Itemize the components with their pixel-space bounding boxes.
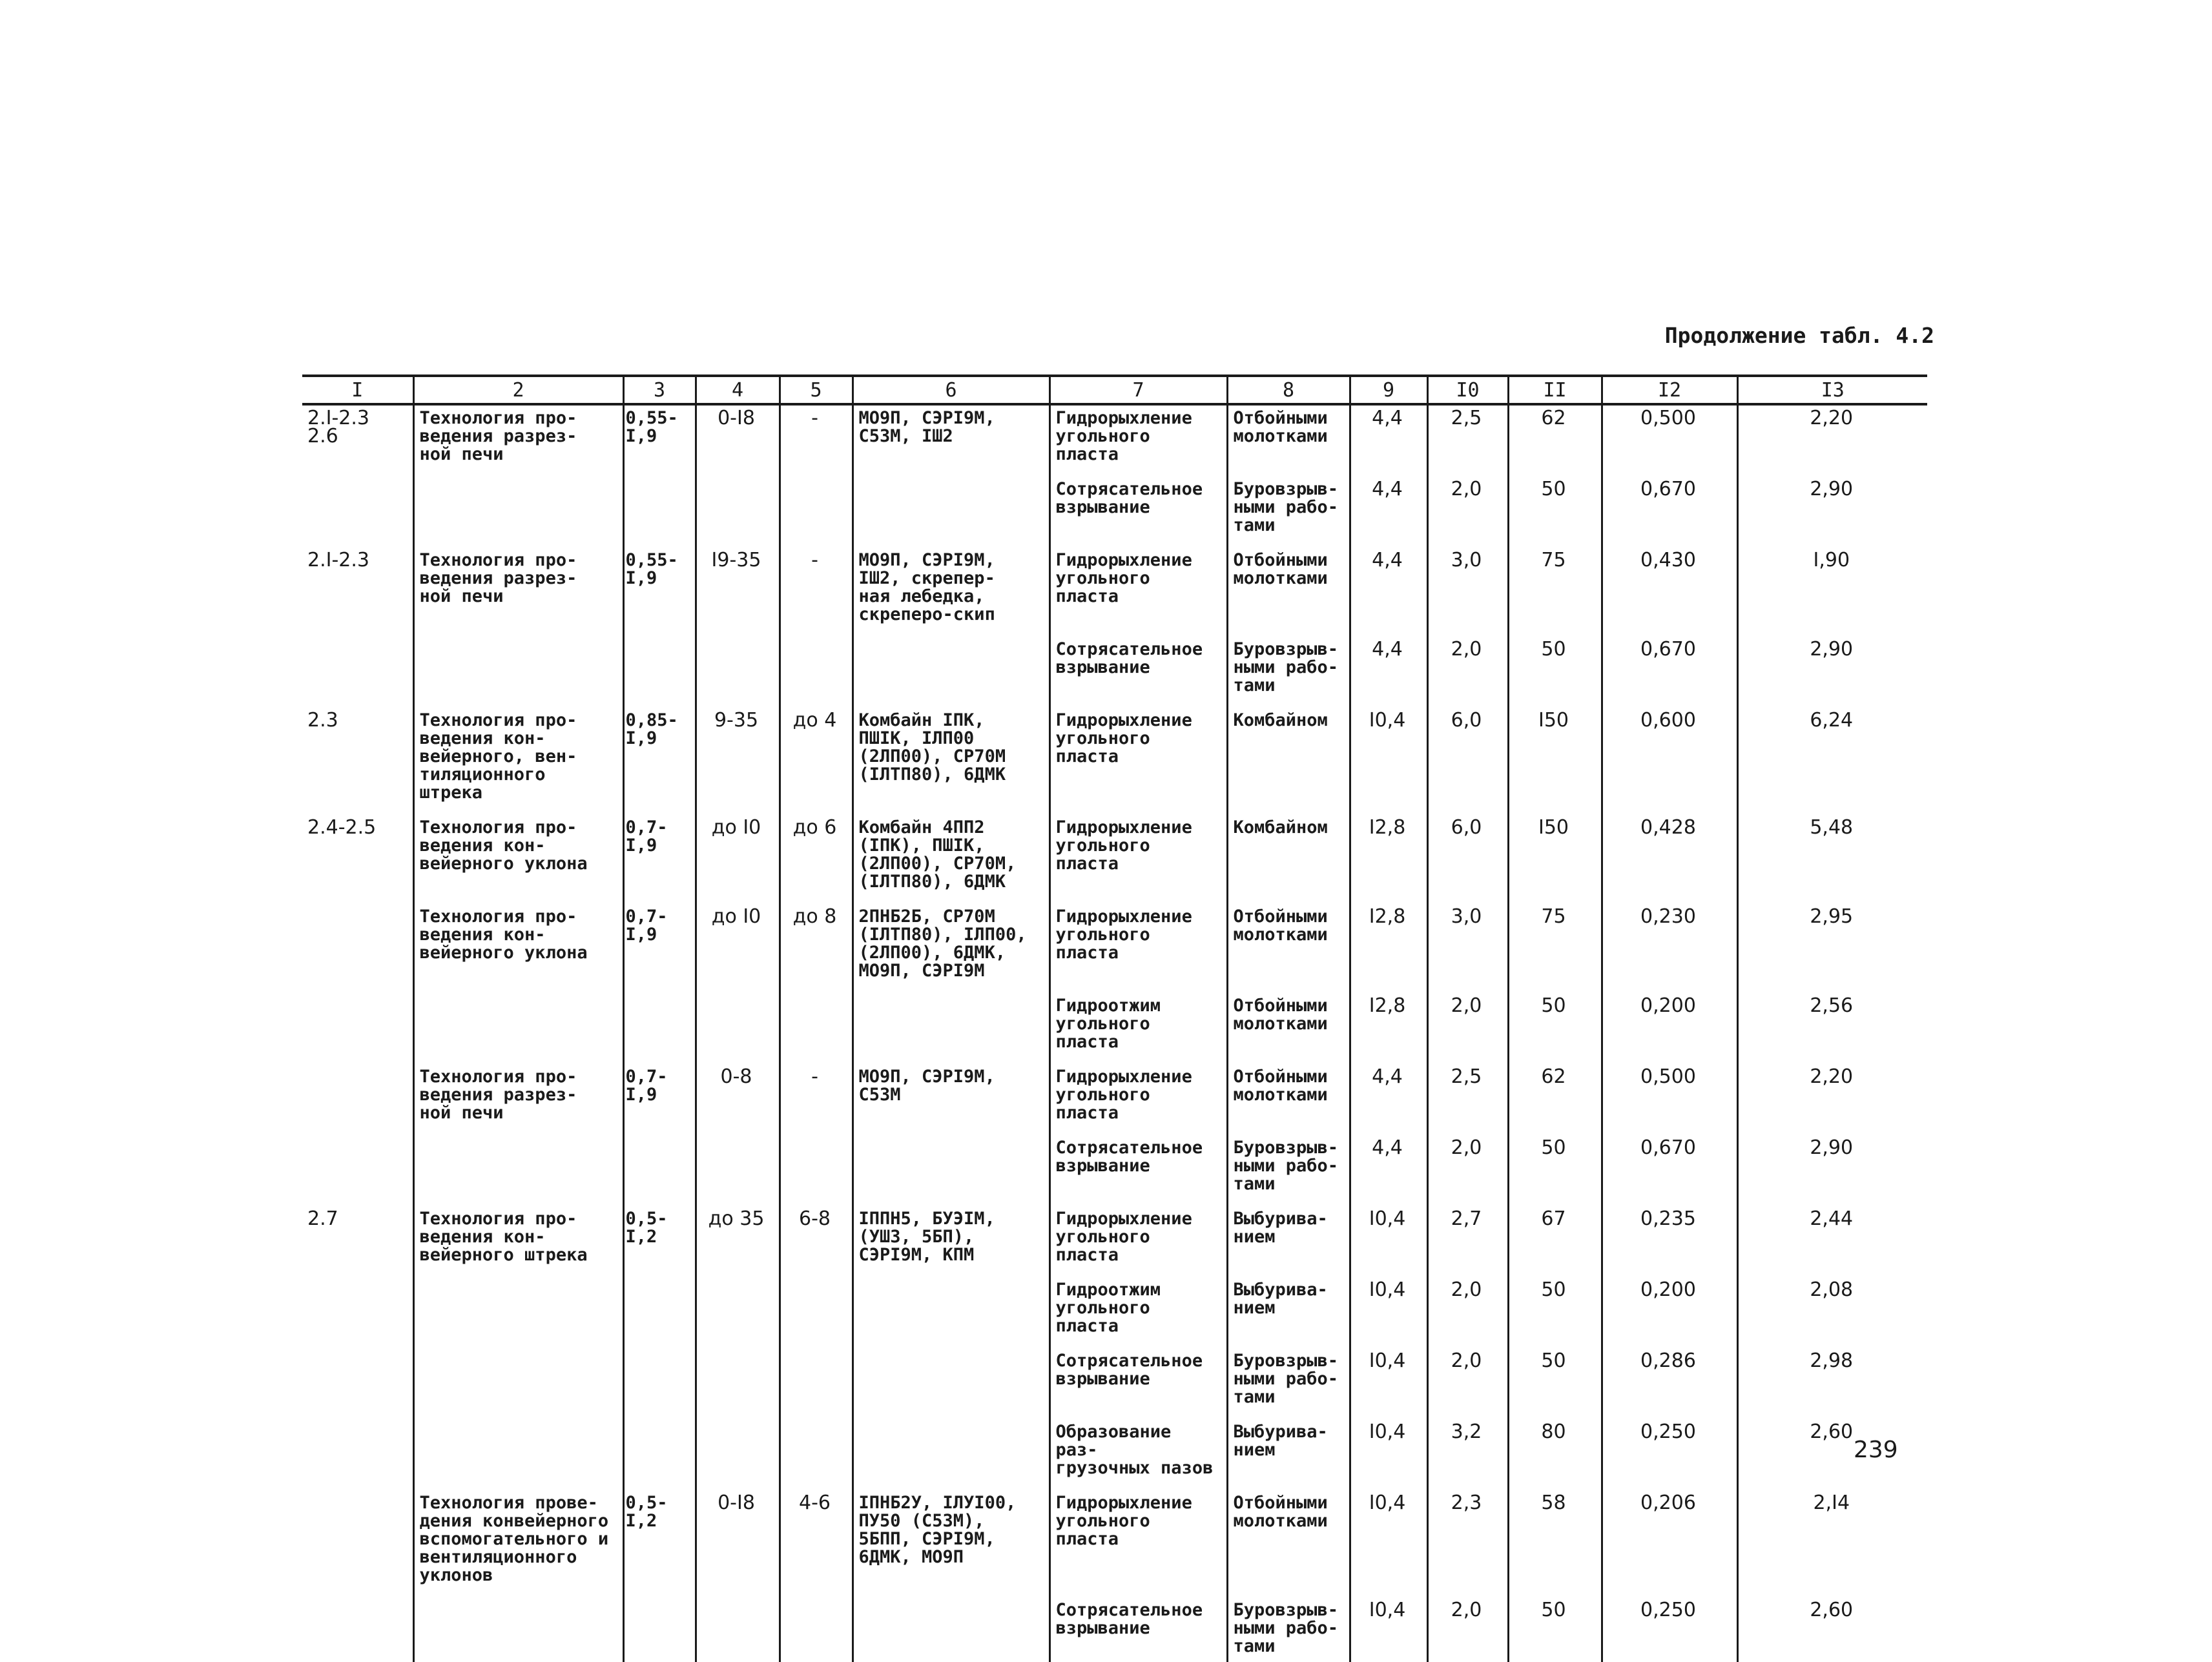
table-cell: 2,98 (1737, 1348, 1927, 1419)
table-row (302, 1277, 1927, 1348)
table-cell: 3,0 (1427, 548, 1508, 637)
table-cell: 80 (1508, 1419, 1602, 1490)
table-cell: I,90 (1737, 548, 1927, 637)
table-cell: 0,235 (1602, 1206, 1737, 1277)
table-cell (696, 637, 780, 708)
table-cell: 0,7- I,9 (623, 815, 696, 904)
table-cell: 50 (1508, 1348, 1602, 1419)
table-cell: 4-6 (780, 1490, 853, 1597)
table-continuation-label: Продолжение табл. 4.2 (1664, 323, 1934, 348)
table-cell (302, 1277, 413, 1348)
table-cell: Технология про- ведения разрез- ной печи (413, 548, 623, 637)
table-cell: Отбойными молотками (1227, 1064, 1350, 1135)
table-cell: Отбойными молотками (1227, 904, 1350, 993)
table-cell: Буровзрыв- ными рабо- тами (1227, 477, 1350, 548)
column-header: 6 (853, 376, 1049, 404)
table-cell (302, 993, 413, 1064)
table-cell: 0-I8 (696, 404, 780, 477)
table-row (302, 1064, 1927, 1135)
column-header: I2 (1602, 376, 1737, 404)
table-cell: 4,4 (1350, 548, 1427, 637)
table-cell: Сотрясательное взрывание (1049, 477, 1227, 548)
table-cell: МО9П, СЭРI9М, С53М (853, 1064, 1049, 1135)
table-cell: Комбайном (1227, 815, 1350, 904)
table-cell: I2,8 (1350, 993, 1427, 1064)
table-cell: 2,60 (1737, 1419, 1927, 1490)
table-cell (413, 1348, 623, 1419)
table-cell (302, 904, 413, 993)
table-cell: 0,200 (1602, 1277, 1737, 1348)
table-cell (696, 1597, 780, 1662)
table-cell: Технология про- ведения кон- вейерного уклона (413, 815, 623, 904)
table-cell: 75 (1508, 904, 1602, 993)
table-cell (623, 1135, 696, 1206)
page-number: 239 (1854, 1437, 1898, 1463)
table-cell: 4,4 (1350, 1135, 1427, 1206)
table-cell: I0,4 (1350, 1490, 1427, 1597)
table-cell (623, 477, 696, 548)
table-cell (413, 1597, 623, 1662)
table-cell: 0,250 (1602, 1597, 1737, 1662)
table-cell: Комбайном (1227, 708, 1350, 815)
table-cell: Технология про- ведения разрез- ной печи (413, 404, 623, 477)
table-row (302, 1206, 1927, 1277)
table-row (302, 548, 1927, 637)
table-cell (302, 1348, 413, 1419)
table-cell: до 35 (696, 1206, 780, 1277)
table-cell (696, 993, 780, 1064)
table-cell: Образование раз- грузочных пазов (1049, 1419, 1227, 1490)
table-cell: 2,95 (1737, 904, 1927, 993)
table-cell: - (780, 404, 853, 477)
table-cell (780, 1597, 853, 1662)
table-cell (413, 1135, 623, 1206)
table-cell: I0,4 (1350, 1277, 1427, 1348)
table-cell: 0,230 (1602, 904, 1737, 993)
column-header: 8 (1227, 376, 1350, 404)
table-cell: Буровзрыв- ными рабо- тами (1227, 637, 1350, 708)
table-cell: до 6 (780, 815, 853, 904)
table-cell: 2,0 (1427, 1348, 1508, 1419)
column-header: I3 (1737, 376, 1927, 404)
table-cell: 2.I-2.3 (307, 549, 370, 571)
table-cell: 2,44 (1737, 1206, 1927, 1277)
table-cell: 2,56 (1737, 993, 1927, 1064)
table-cell: 4,4 (1350, 477, 1427, 548)
table-cell: 67 (1508, 1206, 1602, 1277)
table-cell: 6,24 (1737, 708, 1927, 815)
table-cell: 0,286 (1602, 1348, 1737, 1419)
table-row (302, 1419, 1927, 1490)
table-cell (623, 1277, 696, 1348)
table-cell: 2,90 (1737, 637, 1927, 708)
table-cell: Технология прове- дения конвейерного вспомогательного и вентиляционного уклонов (413, 1490, 623, 1597)
table-cell: 0,55- I,9 (623, 548, 696, 637)
column-header: I (302, 376, 413, 404)
table-cell: 6,0 (1427, 815, 1508, 904)
table-cell (780, 477, 853, 548)
table-cell (696, 1419, 780, 1490)
table-cell: 2,0 (1427, 477, 1508, 548)
table-cell: Гидрорыхление угольного пласта (1049, 708, 1227, 815)
table-cell: 2,0 (1427, 1135, 1508, 1206)
column-header: 2 (413, 376, 623, 404)
table-cell: 0,85- I,9 (623, 708, 696, 815)
table-cell: 6,0 (1427, 708, 1508, 815)
table-cell: - (780, 1064, 853, 1135)
table-cell: 0,55- I,9 (623, 404, 696, 477)
table-cell: 0,670 (1602, 1135, 1737, 1206)
table-cell: 0,500 (1602, 404, 1737, 477)
table-cell: 2,5 (1427, 1064, 1508, 1135)
table-cell: 0,430 (1602, 548, 1737, 637)
column-header: 4 (696, 376, 780, 404)
table-row (302, 1597, 1927, 1662)
table-cell: Буровзрыв- ными рабо- тами (1227, 1597, 1350, 1662)
data-table (302, 374, 1927, 1662)
table-cell (302, 477, 413, 548)
table-cell: 4,4 (1350, 1064, 1427, 1135)
table-cell: I0,4 (1350, 1597, 1427, 1662)
table-cell: I2,8 (1350, 815, 1427, 904)
table-cell: 4,4 (1350, 637, 1427, 708)
table-row (302, 404, 1927, 477)
table-cell: 2.4-2.5 (307, 816, 377, 839)
table-cell: Гидрорыхление угольного пласта (1049, 815, 1227, 904)
table-cell: до 8 (780, 904, 853, 993)
table-cell: Технология про- ведения разрез- ной печи (413, 1064, 623, 1135)
table-cell: IППН5, БУЭIМ, (УШЗ, 5БП), СЭРI9М, КПМ (853, 1206, 1049, 1277)
table-cell: Выбурива- нием (1227, 1277, 1350, 1348)
table-cell: 62 (1508, 404, 1602, 477)
table-cell: 50 (1508, 993, 1602, 1064)
table-cell: 2,20 (1737, 404, 1927, 477)
table-cell: Гидроотжим угольного пласта (1049, 1277, 1227, 1348)
column-header: I0 (1427, 376, 1508, 404)
table-row (302, 1135, 1927, 1206)
table-cell: Комбайн 4ПП2 (IПК), ПШIК, (2ЛП00), СР70М, (IЛТП80), 6ДМК (853, 815, 1049, 904)
table-cell (853, 1419, 1049, 1490)
table-cell: 50 (1508, 1277, 1602, 1348)
table-cell: Выбурива- нием (1227, 1206, 1350, 1277)
table-cell (780, 1277, 853, 1348)
table-cell: 9-35 (696, 708, 780, 815)
table-cell (623, 1597, 696, 1662)
table-cell: 2,60 (1737, 1597, 1927, 1662)
table-cell (696, 1135, 780, 1206)
table-cell: 2ПНБ2Б, СР70М (IЛТП80), IЛП00, (2ЛП00), 6ДМК, МО9П, СЭРI9М (853, 904, 1049, 993)
table-cell: 2,20 (1737, 1064, 1927, 1135)
table-cell: 50 (1508, 637, 1602, 708)
table-cell: 0,500 (1602, 1064, 1737, 1135)
table-cell: 2,I4 (1737, 1490, 1927, 1597)
table-cell: IПНБ2У, IЛУI00, ПУ50 (С53М), 5БПП, СЭРI9М, 6ДМК, МО9П (853, 1490, 1049, 1597)
table-cell: Выбурива- нием (1227, 1419, 1350, 1490)
table-cell: Отбойными молотками (1227, 1490, 1350, 1597)
table-cell: Комбайн IПК, ПШIК, IЛП00 (2ЛП00), СР70М (IЛТП80), 6ДМК (853, 708, 1049, 815)
table-row (302, 477, 1927, 548)
table-cell: 58 (1508, 1490, 1602, 1597)
table-cell: 0-8 (696, 1064, 780, 1135)
table-cell: 2,7 (1427, 1206, 1508, 1277)
column-header: 7 (1049, 376, 1227, 404)
table-cell: 2,90 (1737, 477, 1927, 548)
table-cell (302, 1490, 413, 1597)
table-cell: 50 (1508, 1597, 1602, 1662)
table-cell (302, 1135, 413, 1206)
table-cell: 2,08 (1737, 1277, 1927, 1348)
table-cell: Технология про- ведения кон- вейерного, вен- тиляционного штрека (413, 708, 623, 815)
table-cell: 2.7 (307, 1207, 338, 1230)
table-cell: Гидрорыхление угольного пласта (1049, 404, 1227, 477)
table-cell (623, 637, 696, 708)
table-cell (853, 1597, 1049, 1662)
table-cell: I0,4 (1350, 1419, 1427, 1490)
column-header: II (1508, 376, 1602, 404)
table-row (302, 1490, 1927, 1597)
table-cell: 2,0 (1427, 993, 1508, 1064)
table-cell: 50 (1508, 477, 1602, 548)
table-cell: 0,250 (1602, 1419, 1737, 1490)
table-cell: I0,4 (1350, 1206, 1427, 1277)
table-cell: 2,0 (1427, 1277, 1508, 1348)
table-cell: 75 (1508, 548, 1602, 637)
table-cell: МО9П, СЭРI9М, С53М, IШ2 (853, 404, 1049, 477)
table-cell: 50 (1508, 1135, 1602, 1206)
table-cell: до I0 (696, 904, 780, 993)
table-cell: I0,4 (1350, 708, 1427, 815)
table-cell (413, 1277, 623, 1348)
table-cell (780, 1135, 853, 1206)
table-row (302, 1348, 1927, 1419)
table-cell: Буровзрыв- ными рабо- тами (1227, 1135, 1350, 1206)
table-cell: 0-I8 (696, 1490, 780, 1597)
table-cell: I2,8 (1350, 904, 1427, 993)
table-cell: 0,7- I,9 (623, 1064, 696, 1135)
table-cell (696, 477, 780, 548)
table-cell: Технология про- ведения кон- вейерного уклона (413, 904, 623, 993)
table-cell (413, 993, 623, 1064)
table-cell (623, 1348, 696, 1419)
table-cell: Гидроотжим угольного пласта (1049, 993, 1227, 1064)
table-row (302, 637, 1927, 708)
table-cell: 2,0 (1427, 637, 1508, 708)
table-cell (853, 993, 1049, 1064)
table-cell (853, 1277, 1049, 1348)
table-cell: 2,0 (1427, 1597, 1508, 1662)
table-cell (413, 1419, 623, 1490)
table-cell (780, 637, 853, 708)
table-cell: 2,5 (1427, 404, 1508, 477)
table-cell: Гидрорыхление угольного пласта (1049, 1206, 1227, 1277)
column-header: 3 (623, 376, 696, 404)
table-cell (302, 1597, 413, 1662)
table-cell: 0,670 (1602, 637, 1737, 708)
column-header: 9 (1350, 376, 1427, 404)
table-cell: МО9П, СЭРI9М, IШ2, скрепер- ная лебедка, скреперо-скип (853, 548, 1049, 637)
table-cell: Технология про- ведения кон- вейерного штрека (413, 1206, 623, 1277)
table-cell: 6-8 (780, 1206, 853, 1277)
table-cell: до I0 (696, 815, 780, 904)
table-cell: Отбойными молотками (1227, 548, 1350, 637)
table-cell: 5,48 (1737, 815, 1927, 904)
table-cell (853, 477, 1049, 548)
table-cell: Гидрорыхление угольного пласта (1049, 548, 1227, 637)
table-cell (853, 1348, 1049, 1419)
column-header: 5 (780, 376, 853, 404)
column-number-row (302, 376, 1927, 404)
table-cell (623, 1419, 696, 1490)
table-cell: 0,5- I,2 (623, 1490, 696, 1597)
table-cell (780, 1348, 853, 1419)
table-cell: Буровзрыв- ными рабо- тами (1227, 1348, 1350, 1419)
table-cell: Сотрясательное взрывание (1049, 637, 1227, 708)
table-cell (853, 637, 1049, 708)
table-cell: 0,428 (1602, 815, 1737, 904)
table-cell: I50 (1508, 815, 1602, 904)
table-cell (623, 993, 696, 1064)
table-cell (780, 1419, 853, 1490)
table-cell: - (780, 548, 853, 637)
table-cell: 3,0 (1427, 904, 1508, 993)
table-cell: I0,4 (1350, 1348, 1427, 1419)
table-row (302, 904, 1927, 993)
table-cell: 0,200 (1602, 993, 1737, 1064)
table-cell: 2.I-2.3 2.6 (307, 407, 370, 447)
table-cell: I50 (1508, 708, 1602, 815)
table-cell: 3,2 (1427, 1419, 1508, 1490)
table-cell: Гидрорыхление угольного пласта (1049, 1490, 1227, 1597)
table-cell (696, 1277, 780, 1348)
table-cell (302, 1064, 413, 1135)
table-cell (413, 477, 623, 548)
table-cell: Сотрясательное взрывание (1049, 1135, 1227, 1206)
table-cell (853, 1135, 1049, 1206)
table-cell: Гидрорыхление угольного пласта (1049, 904, 1227, 993)
table-cell: 0,670 (1602, 477, 1737, 548)
table-cell: 2,90 (1737, 1135, 1927, 1206)
table-row (302, 815, 1927, 904)
table-cell: 2,3 (1427, 1490, 1508, 1597)
table-cell: 0,206 (1602, 1490, 1737, 1597)
table-row (302, 993, 1927, 1064)
table-cell (780, 993, 853, 1064)
table-row (302, 708, 1927, 815)
table-cell: 0,7- I,9 (623, 904, 696, 993)
table-cell: 2.3 (307, 709, 338, 732)
table-cell: Сотрясательное взрывание (1049, 1597, 1227, 1662)
table-cell: 0,5- I,2 (623, 1206, 696, 1277)
table-cell (302, 637, 413, 708)
table-cell: 4,4 (1350, 404, 1427, 477)
table-cell (696, 1348, 780, 1419)
table-cell (302, 1419, 413, 1490)
table-cell: до 4 (780, 708, 853, 815)
table-cell (413, 637, 623, 708)
table-cell: Отбойными молотками (1227, 993, 1350, 1064)
table-cell: 0,600 (1602, 708, 1737, 815)
table-cell: I9-35 (696, 548, 780, 637)
table-cell: Сотрясательное взрывание (1049, 1348, 1227, 1419)
table-cell: Гидрорыхление угольного пласта (1049, 1064, 1227, 1135)
table-cell: Отбойными молотками (1227, 404, 1350, 477)
table-cell: 62 (1508, 1064, 1602, 1135)
